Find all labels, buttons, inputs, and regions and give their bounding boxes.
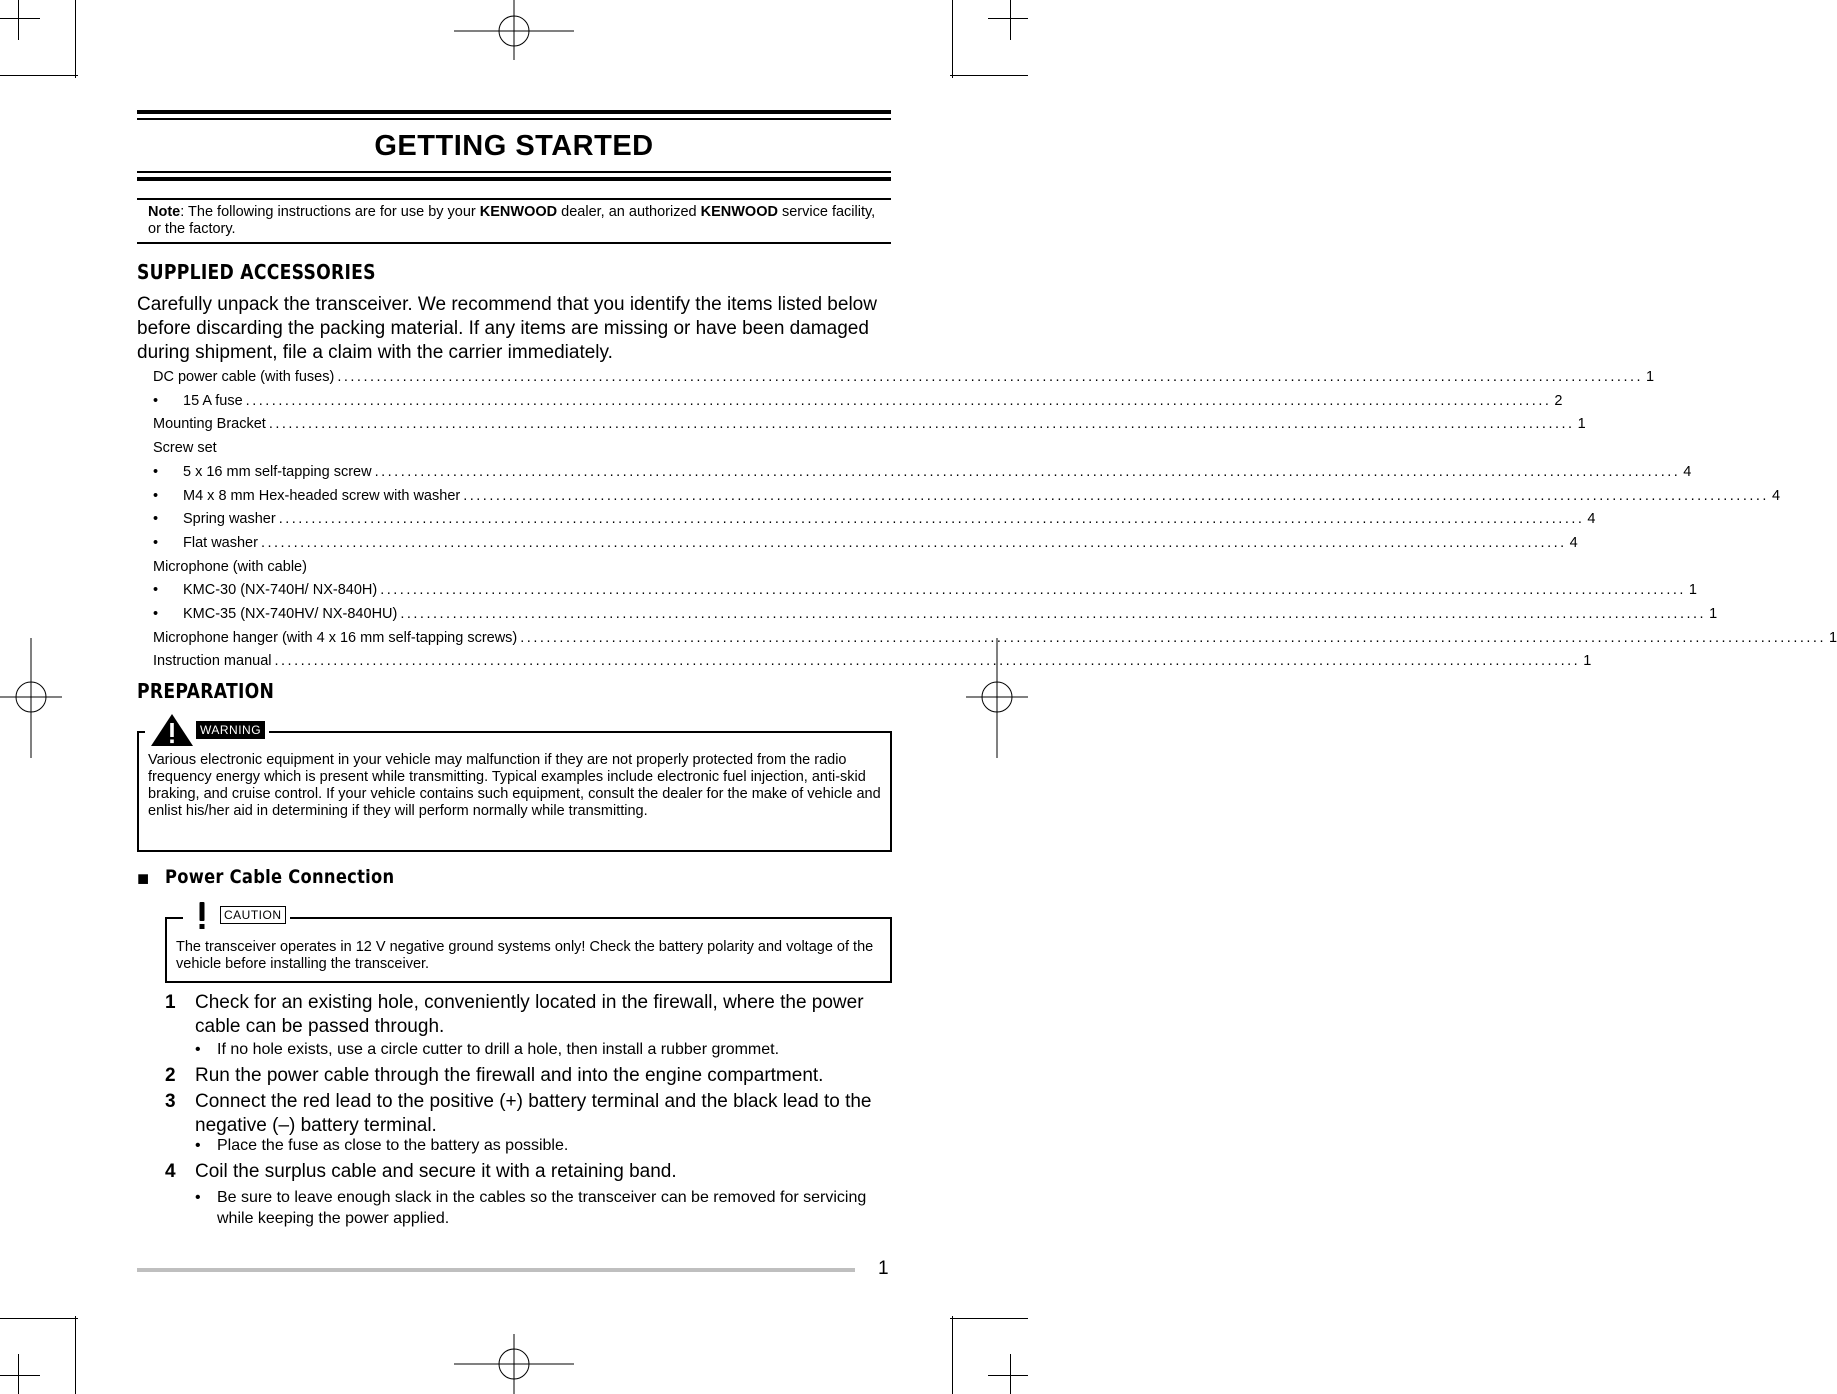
accessory-label: KMC-30 (NX-740H/ NX-840H)	[183, 582, 378, 599]
bullet: •	[195, 1189, 201, 1206]
accessory-item	[153, 604, 1718, 624]
page-title: GETTING STARTED	[374, 130, 654, 162]
accessory-quantity: 1	[1577, 416, 1586, 433]
dot-leader: ........................................................................................................................................................................................................	[245, 392, 1552, 409]
dot-leader: ........................................................................................................................................................................................................	[278, 511, 1585, 528]
caution-tag	[183, 900, 290, 930]
accessory-item	[153, 486, 1781, 506]
note-rule-top	[137, 198, 891, 200]
registration-mark-icon	[454, 0, 574, 60]
accessory-item	[153, 367, 1655, 387]
dot-leader: ........................................................................................................................................................................................................	[380, 582, 1686, 599]
accessory-quantity: 1	[1583, 653, 1592, 670]
accessory-quantity: 4	[1569, 534, 1578, 551]
accessory-label: Screw set	[153, 440, 217, 457]
accessory-label: Flat washer	[183, 534, 258, 551]
accessory-item	[153, 533, 1578, 553]
accessory-label: Mounting Bracket	[153, 416, 266, 433]
footer-rule	[137, 1268, 855, 1272]
step-text: Check for an existing hole, conveniently located in the firewall, where the power cable can be passed through.	[195, 992, 864, 1037]
brand-name: KENWOOD	[479, 204, 558, 220]
bullet: •	[195, 1041, 201, 1058]
accessory-label: 15 A fuse	[183, 392, 243, 409]
bullet: •	[153, 606, 159, 622]
accessory-item	[153, 414, 1586, 434]
bullet: •	[153, 534, 159, 551]
dot-leader: ........................................................................................................................................................................................................	[274, 653, 1581, 670]
brand-name: KENWOOD	[700, 204, 778, 220]
accessory-quantity: 1	[1828, 629, 1837, 646]
accessory-quantity: 1	[1709, 606, 1718, 622]
caution-label: CAUTION	[220, 906, 286, 924]
dot-leader: ........................................................................................................................................................................................................	[260, 534, 1567, 551]
accessory-item	[153, 438, 871, 458]
step-text: Run the power cable through the firewall and into the engine compartment.	[195, 1065, 824, 1086]
step-number: 4	[165, 1161, 176, 1182]
note-text: service facility, or the factory.	[148, 204, 876, 237]
accessory-quantity: 4	[1587, 511, 1596, 528]
accessory-item	[153, 580, 1697, 600]
dot-leader: ........................................................................................................................................................................................................	[374, 463, 1681, 480]
step-note-text: If no hole exists, use a circle cutter to drill a hole, then install a rubber grommet.	[217, 1041, 780, 1058]
bullet: •	[153, 511, 159, 528]
bullet: •	[153, 487, 159, 504]
dot-leader: ........................................................................................................................................................................................................	[520, 629, 1826, 646]
title-rule-top-thin	[137, 118, 891, 120]
section-heading-preparation: PREPARATION	[137, 679, 275, 703]
title-rule-bottom-thin	[137, 171, 891, 173]
step-number: 3	[165, 1091, 176, 1112]
step-text: Coil the surplus cable and secure it with a retaining band.	[195, 1161, 677, 1182]
warning-triangle-icon	[149, 712, 195, 748]
dot-leader: ........................................................................................................................................................................................................	[463, 487, 1769, 504]
accessory-quantity: 4	[1771, 487, 1781, 504]
accessory-label: Microphone hanger (with 4 x 16 mm self-tapping screws)	[153, 629, 518, 646]
title-rule-top-thick	[137, 110, 891, 114]
accessory-item	[153, 509, 1596, 529]
accessory-label: KMC-35 (NX-740HV/ NX-840HU)	[183, 606, 398, 622]
bullet: •	[195, 1137, 201, 1154]
warning-label: WARNING	[196, 721, 265, 739]
note-rule-bottom	[137, 242, 891, 244]
accessory-label: Microphone (with cable)	[153, 558, 307, 575]
dot-leader: ........................................................................................................................................................................................................	[400, 606, 1707, 622]
accessory-item	[153, 391, 1563, 411]
step-note-text: Place the fuse as close to the battery as possible.	[217, 1137, 569, 1154]
step-number: 2	[165, 1065, 176, 1086]
supplied-intro-paragraph: Carefully unpack the transceiver. We recommend that you identify the items listed below before discarding the packing material. If any items are missing or have been damaged during shipment, file a claim with the carrier immediately.	[137, 294, 877, 363]
accessory-quantity: 2	[1554, 392, 1563, 409]
registration-mark-icon	[454, 1334, 574, 1394]
accessory-item	[153, 557, 871, 577]
dot-leader: ........................................................................................................................................................................................................	[268, 416, 1575, 433]
subsection-marker: ■	[137, 868, 150, 890]
accessory-quantity: 1	[1688, 582, 1697, 599]
accessory-label: Spring washer	[183, 511, 276, 528]
section-heading-supplied-accessories: SUPPLIED ACCESSORIES	[137, 260, 376, 284]
warning-text: Various electronic equipment in your vehicle may malfunction if they are not properly protected from the radio frequency energy which is present while transmitting. Typical examples include electronic fuel injection, anti-skid braking, and cruise control. If your vehicle contains such equipment, consult the dealer for the make of vehicle and enlist his/her aid in determining if they will perform normally while transmitting.	[148, 752, 881, 819]
caution-text: The transceiver operates in 12 V negative ground systems only! Check the battery polarity and voltage of the vehicle before installing the transceiver.	[176, 939, 874, 972]
note-text: dealer, an authorized	[557, 204, 701, 220]
step-text: Connect the red lead to the positive (+) battery terminal and the black lead to the negative (–) battery terminal.	[195, 1091, 872, 1136]
warning-tag	[145, 712, 269, 748]
note-text: : The following instructions are for use by your	[180, 204, 480, 220]
dot-leader: ........................................................................................................................................................................................................	[337, 369, 1644, 385]
bullet: •	[153, 582, 159, 599]
accessory-label: M4 x 8 mm Hex-headed screw with washer	[183, 487, 461, 504]
subsection-heading-power-cable: Power Cable Connection	[165, 866, 395, 888]
caution-exclamation-icon	[187, 900, 217, 930]
step-note-text: Be sure to leave enough slack in the cables so the transceiver can be removed for servicing while keeping the power applied.	[217, 1189, 867, 1227]
note	[148, 204, 883, 238]
accessory-label: Instruction manual	[153, 653, 272, 670]
bullet: •	[153, 463, 159, 480]
note-label: Note	[148, 204, 181, 220]
accessory-item	[153, 462, 1692, 482]
accessory-quantity: 4	[1683, 463, 1692, 480]
page-number: 1	[878, 1258, 889, 1279]
accessory-label: DC power cable (with fuses)	[153, 369, 335, 385]
accessory-label: 5 x 16 mm self-tapping screw	[183, 463, 372, 480]
accessory-item	[153, 651, 1592, 671]
bullet: •	[153, 392, 159, 409]
accessory-item	[153, 628, 1837, 648]
title-rule-bottom-thick	[137, 177, 891, 181]
registration-mark-icon	[0, 638, 62, 758]
step-number: 1	[165, 992, 176, 1013]
accessory-quantity: 1	[1646, 369, 1655, 385]
